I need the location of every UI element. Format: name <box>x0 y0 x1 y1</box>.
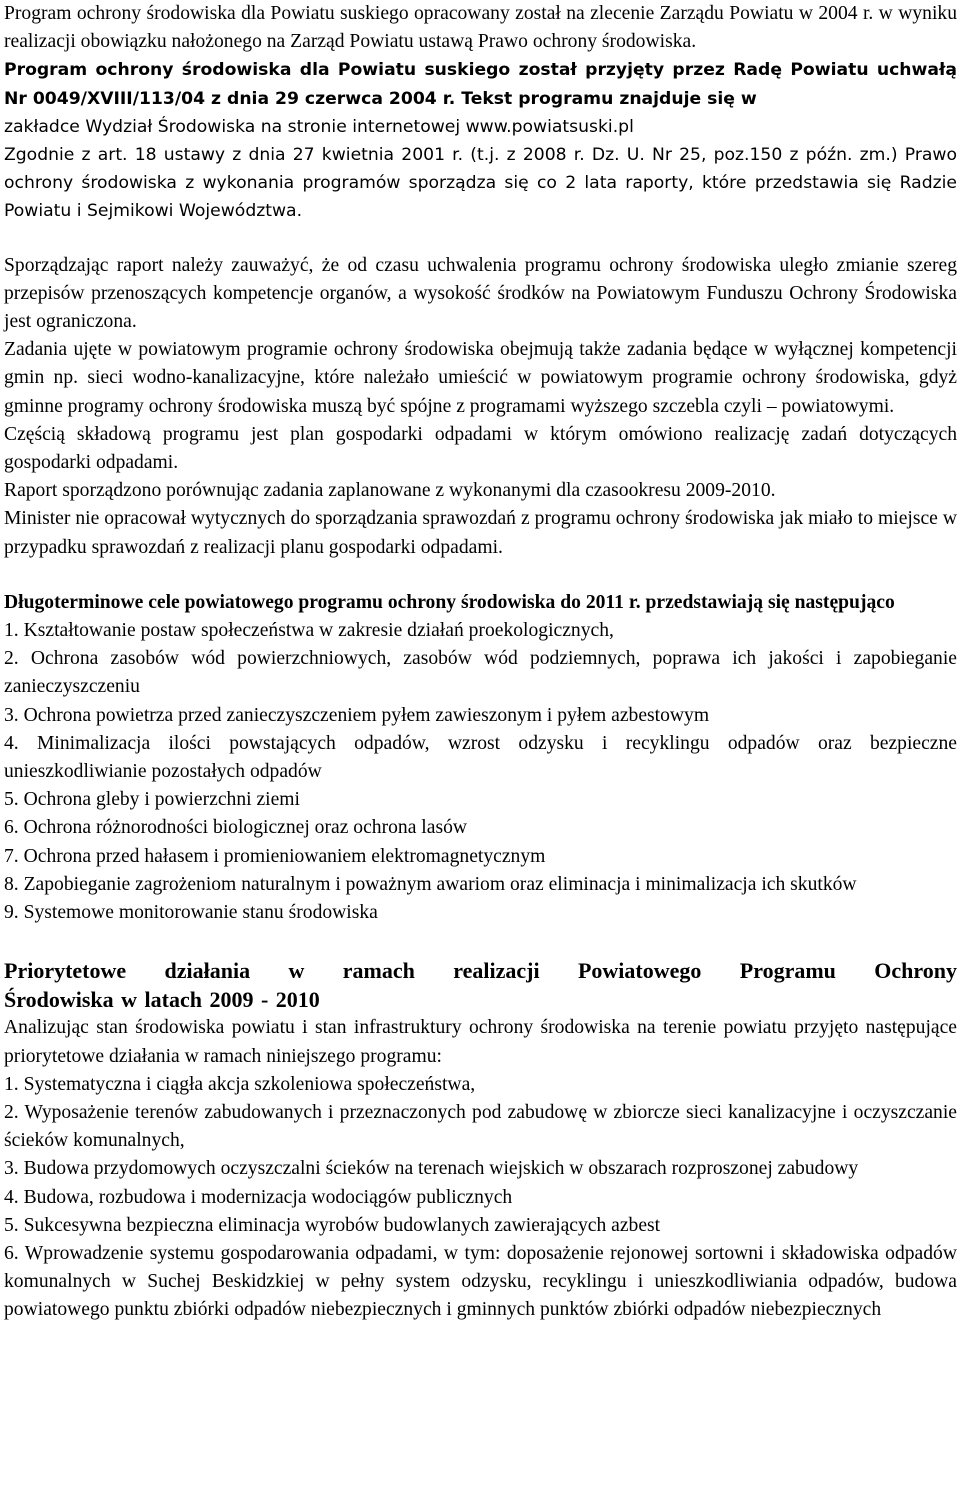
adoption-statement <box>4 56 957 112</box>
priority-item: 5. Sukcesywna bezpieczna eliminacja wyrobów budowlanych zawierających azbest <box>4 1214 661 1236</box>
goal-item: 4. Minimalizacja ilości powstających odpadów, wzrost odzysku i recyklingu odpadów oraz bezpieczne unieszkodliwianie pozostałych odpadów <box>4 732 957 783</box>
adoption-statement-bold: Program ochrony środowiska dla Powiatu suskiego został przyjęty przez Radę Powiatu uchwałą Nr 0049/XVIII/113/04 z dnia 29 czerwca 2004 r. Tekst programu znajduje się w <box>4 60 957 109</box>
report-paragraph: Częścią składową programu jest plan gospodarki odpadami w którym omówiono realizację zadań dotyczących gospodarki odpadami. <box>4 423 957 474</box>
goals-heading: Długoterminowe cele powiatowego programu ochrony środowiska do 2011 r. przedstawiają się następująco <box>4 591 895 613</box>
goal-item: 8. Zapobieganie zagrożeniom naturalnym i poważnym awariom oraz eliminacja i minimalizacja ich skutków <box>4 873 857 895</box>
priority-item: 2. Wyposażenie terenów zabudowanych i przeznaczonych pod zabudowę w zbiorcze sieci kanalizacyjne i oczyszczanie ścieków komunalnych, <box>4 1101 957 1152</box>
goal-item: 7. Ochrona przed hałasem i promieniowaniem elektromagnetycznym <box>4 845 546 867</box>
goal-item: 2. Ochrona zasobów wód powierzchniowych, zasobów wód podziemnych, poprawa ich jakości i zapobieganie zanieczyszczeniu <box>4 648 957 698</box>
report-paragraph: Sporządzając raport należy zauważyć, że od czasu uchwalenia programu ochrony środowiska uległo zmianie szereg przepisów przenoszących kompetencje organów, a wysokość środków na Powiatowym Funduszu Ochrony Środowiska jest ograniczona. <box>4 254 957 333</box>
goal-item: 1. Kształtowanie postaw społeczeństwa w zakresie działań proekologicznych, <box>4 620 614 642</box>
goal-item: 6. Ochrona różnorodności biologicznej oraz ochrona lasów <box>4 817 468 839</box>
report-paragraph: Minister nie opracował wytycznych do sporządzania sprawozdań z programu ochrony środowiska jak miało to miejsce w przypadku sprawozdań z realizacji planu gospodarki odpadami. <box>4 508 957 558</box>
priorities-heading <box>4 957 957 1014</box>
goal-item: 5. Ochrona gleby i powierzchni ziemi <box>4 789 300 811</box>
priorities-heading-line2: Środowiska w latach 2009 - 2010 <box>4 986 320 1012</box>
priorities-intro: Analizując stan środowiska powiatu i stan infrastruktury ochrony środowiska na terenie powiatu przyjęto następujące priorytetowe działania w ramach niniejszego programu: <box>4 1017 957 1067</box>
priority-item: 4. Budowa, rozbudowa i modernizacja wodociągów publicznych <box>4 1186 513 1208</box>
goal-item: 9. Systemowe monitorowanie stanu środowiska <box>4 902 378 924</box>
priority-item: 1. Systematyczna i ciągła akcja szkoleniowa społeczeństwa, <box>4 1073 476 1095</box>
report-paragraph: Raport sporządzono porównując zadania zaplanowane z wykonanymi dla czasookresu 2009-2010. <box>4 480 776 502</box>
priority-item: 3. Budowa przydomowych oczyszczalni ścieków na terenach wiejskich w obszarach rozproszonej zabudowy <box>4 1158 859 1180</box>
report-paragraph: Zadania ujęte w powiatowym programie ochrony środowiska obejmują także zadania będące w wyłącznej kompetencji gmin np. sieci wodno-kanalizacyjne, które należało umieścić w powiatowym programie ochrony środowiska, gdyż gminne programy ochrony środowiska muszą być spójne z programami wyższego szczebla czyli – powiatowymi. <box>4 339 957 417</box>
document-page <box>4 0 957 1325</box>
priority-item: 6. Wprowadzenie systemu gospodarowania odpadami, w tym: doposażenie rejonowej sortowni i składowiska odpadów komunalnych w Suchej Beskidzkiej w pełny system odzysku, recyklingu i unieszkodliwiania odpadów, budowa powiatowego punktu zbiórki odpadów niebezpiecznych i gminnych punktów zbiórki odpadów niebezpiecznych <box>4 1242 957 1321</box>
priorities-heading-line1: Priorytetowe działania w ramach realizacji Powiatowego Programu Ochrony <box>4 958 957 984</box>
legal-basis-paragraph: Zgodnie z art. 18 ustawy z dnia 27 kwietnia 2001 r. (t.j. z 2008 r. Dz. U. Nr 25, poz.150 z późn. zm.) Prawo ochrony środowiska z wykonania programów sporządza się co 2 lata raporty, które przedstawia się Radzie Powiatu i Sejmikowi Województwa. <box>4 145 957 222</box>
goal-item: 3. Ochrona powietrza przed zanieczyszczeniem pyłem zawieszonym i pyłem azbestowym <box>4 704 710 726</box>
intro-paragraph: Program ochrony środowiska dla Powiatu suskiego opracowany został na zlecenie Zarządu Powiatu w 2004 r. w wyniku realizacji obowiązku nałożonego na Zarząd Powiatu ustawą Prawo ochrony środowiska. <box>4 3 957 53</box>
adoption-link-line: zakładce Wydział Środowiska na stronie internetowej www.powiatsuski.pl <box>4 116 634 137</box>
